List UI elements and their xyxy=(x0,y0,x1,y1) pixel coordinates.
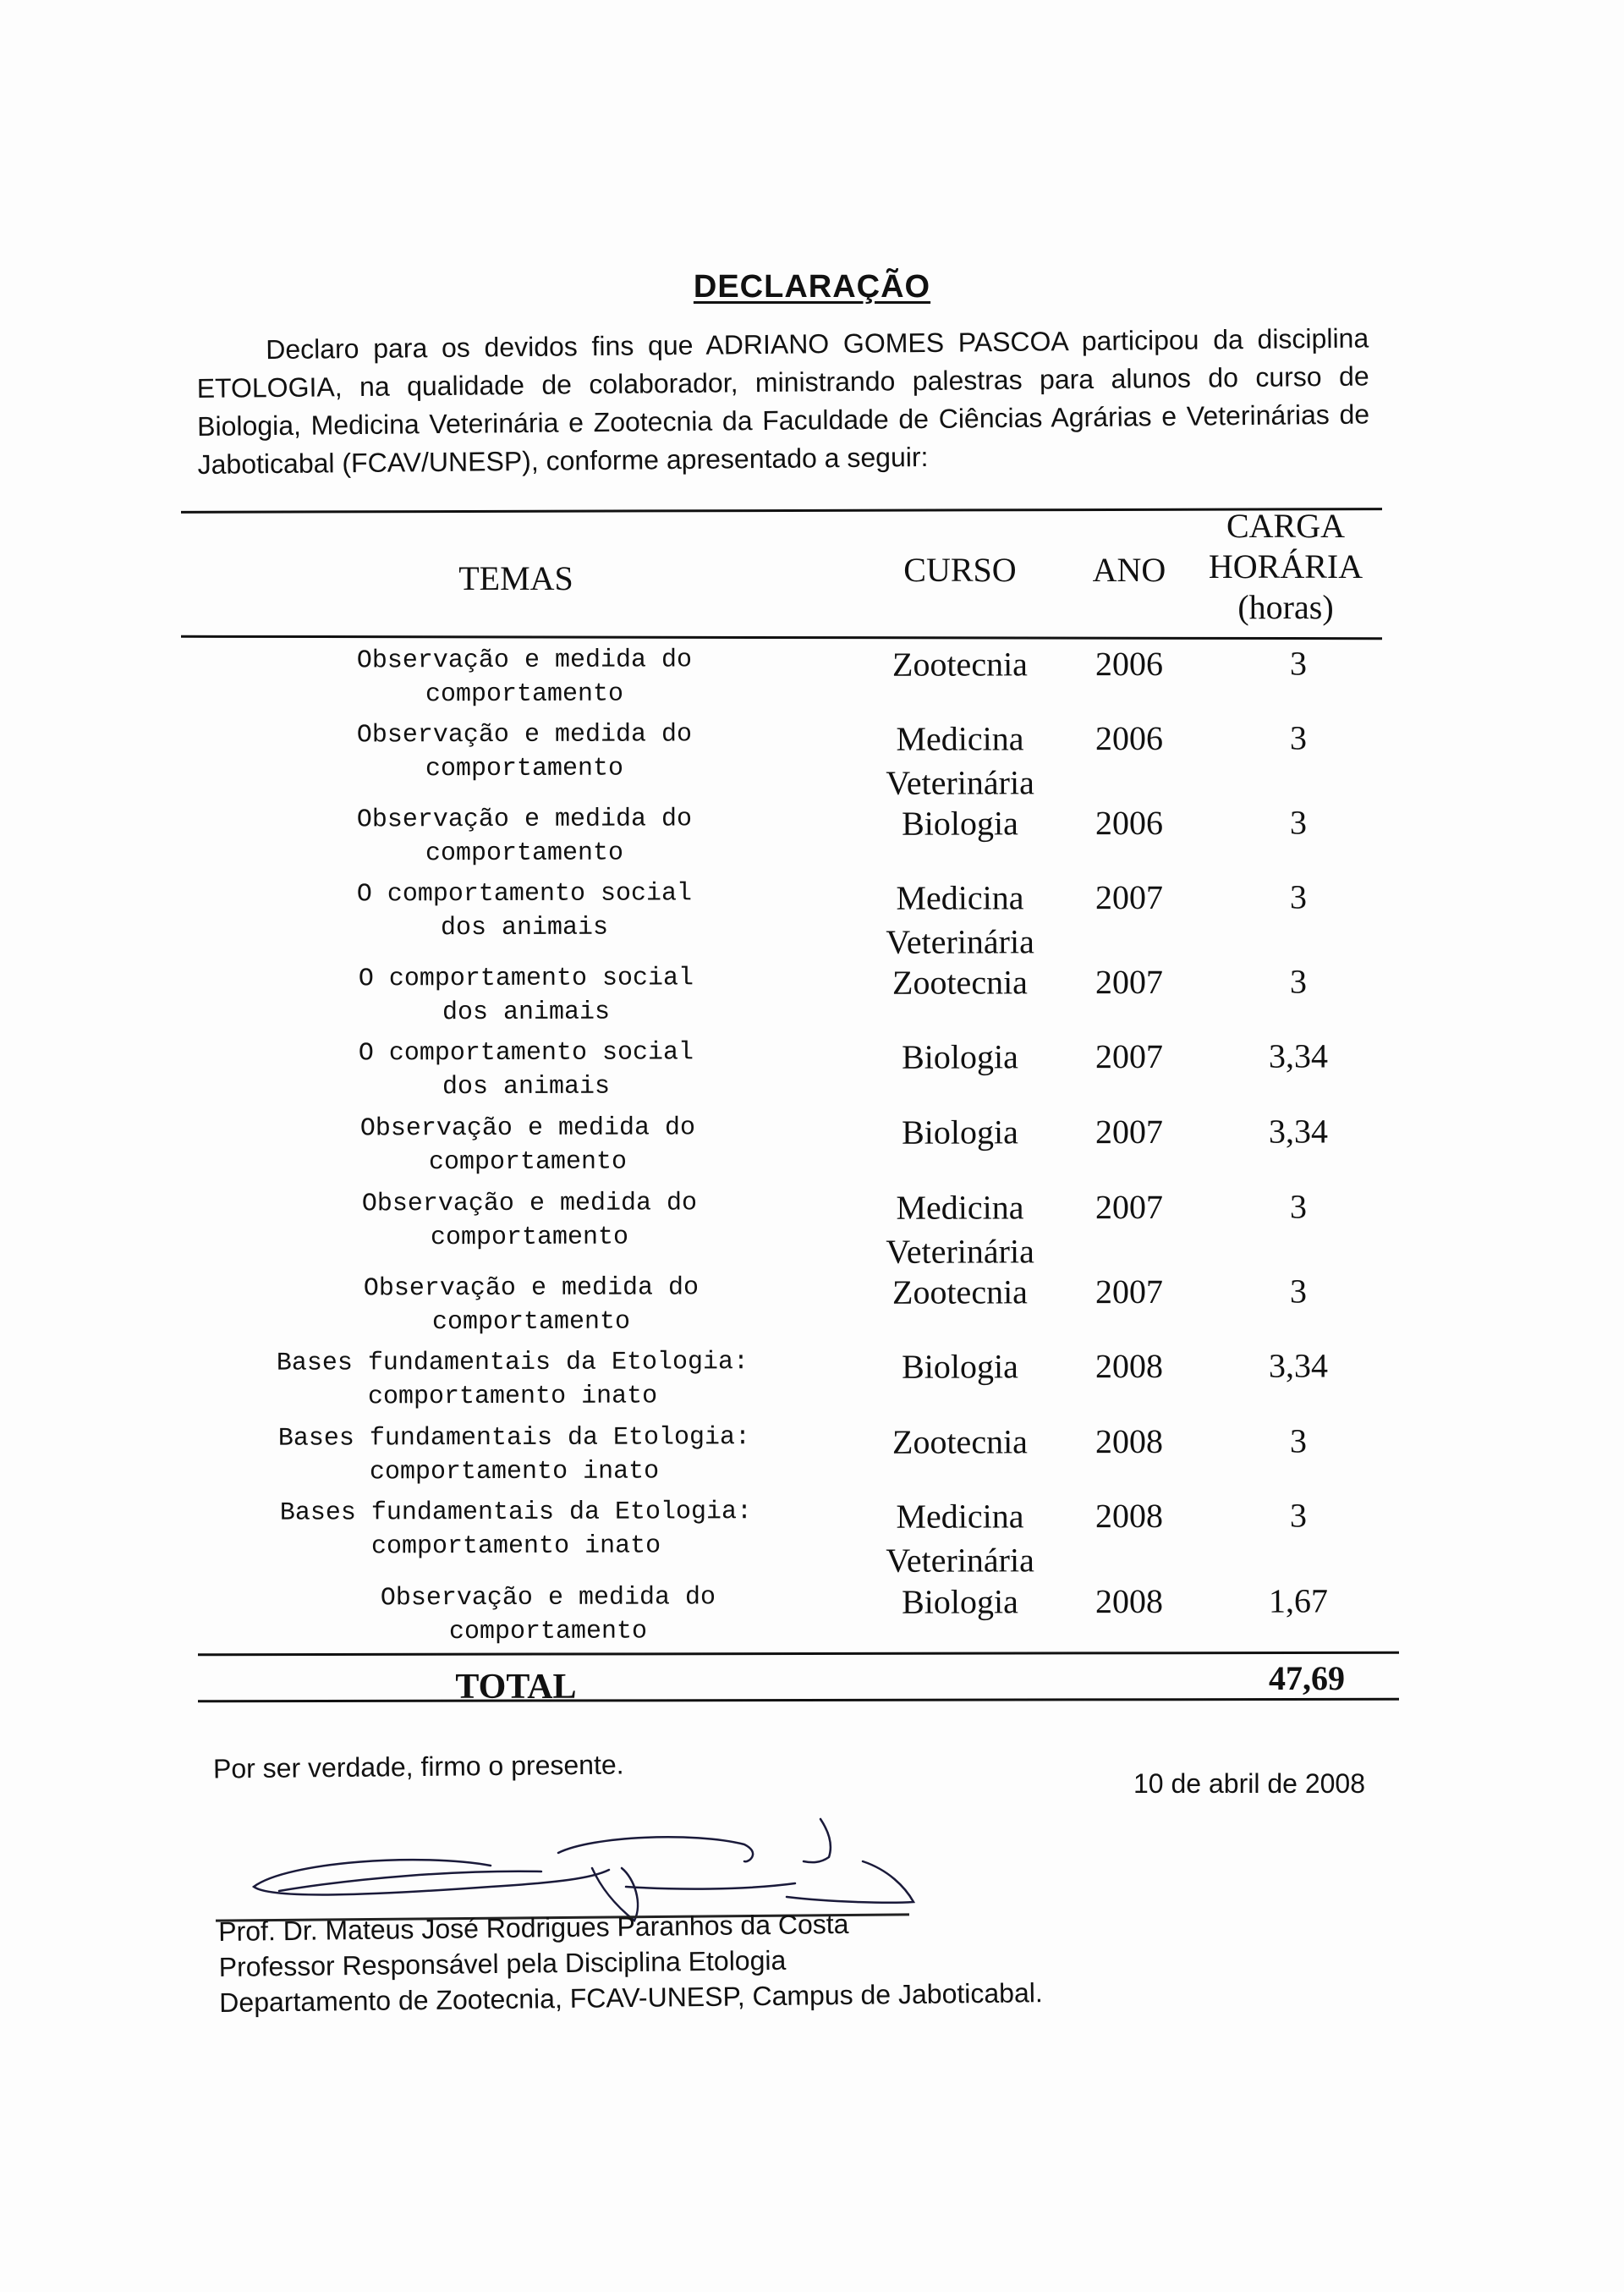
cell-tema-line: O comportamento social xyxy=(356,879,693,910)
header-carga-line3: (horas) xyxy=(1237,588,1334,626)
table-row xyxy=(0,1418,1624,1498)
cell-curso xyxy=(837,876,1083,965)
cell-carga: 3 xyxy=(1289,644,1308,683)
cell-tema-line: Observação e medida do xyxy=(380,1583,716,1613)
cell-curso xyxy=(837,1344,1083,1389)
document-date: 10 de abril de 2008 xyxy=(1133,1768,1365,1799)
cell-tema xyxy=(210,1421,819,1490)
total-value: 47,69 xyxy=(1269,1659,1345,1697)
cell-ano: 2007 xyxy=(1095,1187,1164,1227)
cell-carga: 3 xyxy=(1289,1496,1308,1535)
cell-carga: 3 xyxy=(1289,718,1308,757)
cell-carga: 3 xyxy=(1289,803,1308,842)
cell-curso-line: Zootecnia xyxy=(892,963,1028,1002)
header-carga-line1: CARGA xyxy=(1226,507,1346,545)
cell-tema-line: comportamento inato xyxy=(369,1457,660,1487)
cell-tema xyxy=(227,1271,836,1340)
cell-curso-line: Biologia xyxy=(901,1037,1018,1076)
header-ano: ANO xyxy=(1092,551,1166,589)
table-row xyxy=(0,1268,1624,1349)
cell-carga: 3 xyxy=(1289,1272,1308,1311)
cell-tema xyxy=(208,1345,817,1415)
total-label: TOTAL xyxy=(455,1668,577,1707)
cell-curso xyxy=(837,801,1083,846)
intro-paragraph: Declaro para os devidos fins que ADRIANO GOMES PASCOA participou da disciplina ETOLOGIA, na qualidade de colaborador, ministrando palestras para alunos do curso de Biologia, Medicina Veterinária e Zootecnia da Faculdade de Ciências Agrárias e Veterinárias de Jaboticabal (FCAV/UNESP), conforme apresentado a seguir: xyxy=(196,322,1370,480)
cell-tema-line: comportamento inato xyxy=(367,1382,658,1412)
cell-ano: 2006 xyxy=(1095,644,1164,684)
cell-carga: 3,34 xyxy=(1268,1112,1329,1151)
cell-curso xyxy=(837,1185,1083,1274)
cell-tema-line: comportamento xyxy=(430,1223,629,1253)
table-row xyxy=(0,1033,1624,1113)
cell-curso-line: Medicina xyxy=(896,1497,1024,1536)
cell-curso xyxy=(837,960,1083,1005)
cell-tema-line: Bases fundamentais da Etologia: xyxy=(279,1498,753,1528)
header-curso: CURSO xyxy=(903,551,1017,589)
cell-tema xyxy=(244,1580,853,1650)
cell-curso xyxy=(837,1580,1083,1624)
cell-curso-line: Veterinária xyxy=(886,1232,1034,1271)
cell-tema-line: dos animais xyxy=(442,1072,611,1102)
cell-tema xyxy=(220,802,829,871)
cell-carga: 3 xyxy=(1289,1187,1308,1226)
cell-tema-line: comportamento xyxy=(425,838,624,869)
cell-ano: 2008 xyxy=(1095,1496,1164,1536)
signer-role: Professor Responsável pela Disciplina Etologia xyxy=(218,1944,787,1982)
cell-curso-line: Medicina xyxy=(896,719,1024,758)
cell-curso-line: Medicina xyxy=(896,878,1024,917)
table-row xyxy=(0,874,1624,961)
cell-curso-line: Zootecnia xyxy=(892,1272,1028,1311)
document-title: DECLARAÇÃO xyxy=(693,269,931,305)
cell-curso-line: Biologia xyxy=(901,804,1018,843)
cell-carga: 3 xyxy=(1289,962,1308,1001)
header-temas: TEMAS xyxy=(458,559,573,597)
table-row xyxy=(0,1343,1624,1423)
table-row xyxy=(0,1492,1624,1580)
cell-curso-line: Biologia xyxy=(901,1347,1018,1386)
cell-curso-line: Veterinária xyxy=(886,922,1034,961)
cell-tema-line: Bases fundamentais da Etologia: xyxy=(276,1348,749,1378)
cell-tema-line: dos animais xyxy=(442,998,611,1028)
table-row xyxy=(0,959,1624,1039)
cell-curso xyxy=(837,1035,1083,1080)
cell-curso-line: Veterinária xyxy=(886,1541,1034,1580)
cell-ano: 2007 xyxy=(1095,1272,1164,1311)
cell-carga: 3 xyxy=(1289,877,1308,916)
signer-block xyxy=(218,1904,1043,2020)
cell-tema-line: Observação e medida do xyxy=(361,1189,698,1219)
cell-tema-line: dos animais xyxy=(440,913,609,943)
cell-ano: 2006 xyxy=(1095,718,1164,758)
cell-ano: 2008 xyxy=(1095,1346,1164,1386)
table-row xyxy=(0,1184,1624,1271)
cell-curso xyxy=(837,1270,1083,1315)
cell-tema-line: O comportamento social xyxy=(358,964,694,994)
cell-ano: 2007 xyxy=(1095,1036,1164,1076)
cell-curso xyxy=(837,642,1083,687)
cell-curso xyxy=(837,1494,1083,1583)
cell-curso-line: Biologia xyxy=(901,1113,1018,1151)
cell-tema xyxy=(222,961,831,1031)
cell-carga: 3,34 xyxy=(1268,1036,1329,1075)
cell-tema-line: Observação e medida do xyxy=(356,805,693,835)
cell-curso-line: Veterinária xyxy=(886,763,1034,802)
cell-tema xyxy=(220,717,829,787)
table-row xyxy=(0,1578,1624,1658)
cell-tema-line: comportamento xyxy=(428,1147,628,1178)
cell-tema xyxy=(225,1186,834,1256)
cell-curso-line: Zootecnia xyxy=(892,645,1028,684)
cell-carga: 1,67 xyxy=(1268,1581,1329,1620)
cell-tema-line: Observação e medida do xyxy=(359,1113,696,1144)
cell-ano: 2007 xyxy=(1095,962,1164,1002)
table-total-bottom-rule xyxy=(198,1698,1399,1702)
table-header-rule xyxy=(181,635,1382,640)
cell-tema xyxy=(223,1111,832,1180)
cell-tema-line: Observação e medida do xyxy=(356,720,693,750)
table-row xyxy=(0,800,1624,880)
cell-ano: 2007 xyxy=(1095,1112,1164,1151)
cell-tema-line: O comportamento social xyxy=(358,1038,694,1069)
signer-name: Prof. Dr. Mateus José Rodrigues Paranhos da Costa xyxy=(218,1908,849,1947)
cell-tema-line: comportamento inato xyxy=(370,1531,661,1562)
table-row xyxy=(0,1108,1624,1189)
cell-tema xyxy=(220,643,829,712)
cell-ano: 2008 xyxy=(1095,1581,1164,1621)
cell-carga: 3 xyxy=(1289,1421,1308,1460)
cell-tema xyxy=(222,1036,831,1105)
cell-carga: 3,34 xyxy=(1268,1346,1329,1385)
table-row xyxy=(0,640,1624,721)
cell-tema-line: comportamento xyxy=(431,1307,631,1338)
cell-tema-line: Bases fundamentais da Etologia: xyxy=(277,1423,751,1454)
closing-statement: Por ser verdade, firmo o presente. xyxy=(212,1749,624,1784)
cell-curso xyxy=(837,1110,1083,1155)
header-carga xyxy=(1184,506,1387,628)
cell-curso-line: Zootecnia xyxy=(892,1422,1028,1461)
signer-department: Departamento de Zootecnia, FCAV-UNESP, Campus de Jaboticabal. xyxy=(219,1977,1043,2018)
cell-ano: 2008 xyxy=(1095,1421,1164,1461)
cell-curso-line: Biologia xyxy=(901,1582,1018,1621)
cell-tema-line: comportamento xyxy=(425,754,624,784)
cell-curso xyxy=(837,717,1083,805)
cell-tema-line: Observação e medida do xyxy=(363,1273,700,1304)
header-carga-line2: HORÁRIA xyxy=(1208,547,1363,585)
cell-tema-line: Observação e medida do xyxy=(356,646,693,676)
cell-tema-line: comportamento xyxy=(448,1617,648,1647)
table-row xyxy=(0,715,1624,802)
cell-tema-line: comportamento xyxy=(425,679,624,710)
cell-tema xyxy=(211,1495,820,1564)
cell-ano: 2006 xyxy=(1095,803,1164,843)
cell-ano: 2007 xyxy=(1095,877,1164,917)
cell-tema xyxy=(220,877,829,946)
cell-curso xyxy=(837,1420,1083,1465)
cell-curso-line: Medicina xyxy=(896,1188,1024,1227)
